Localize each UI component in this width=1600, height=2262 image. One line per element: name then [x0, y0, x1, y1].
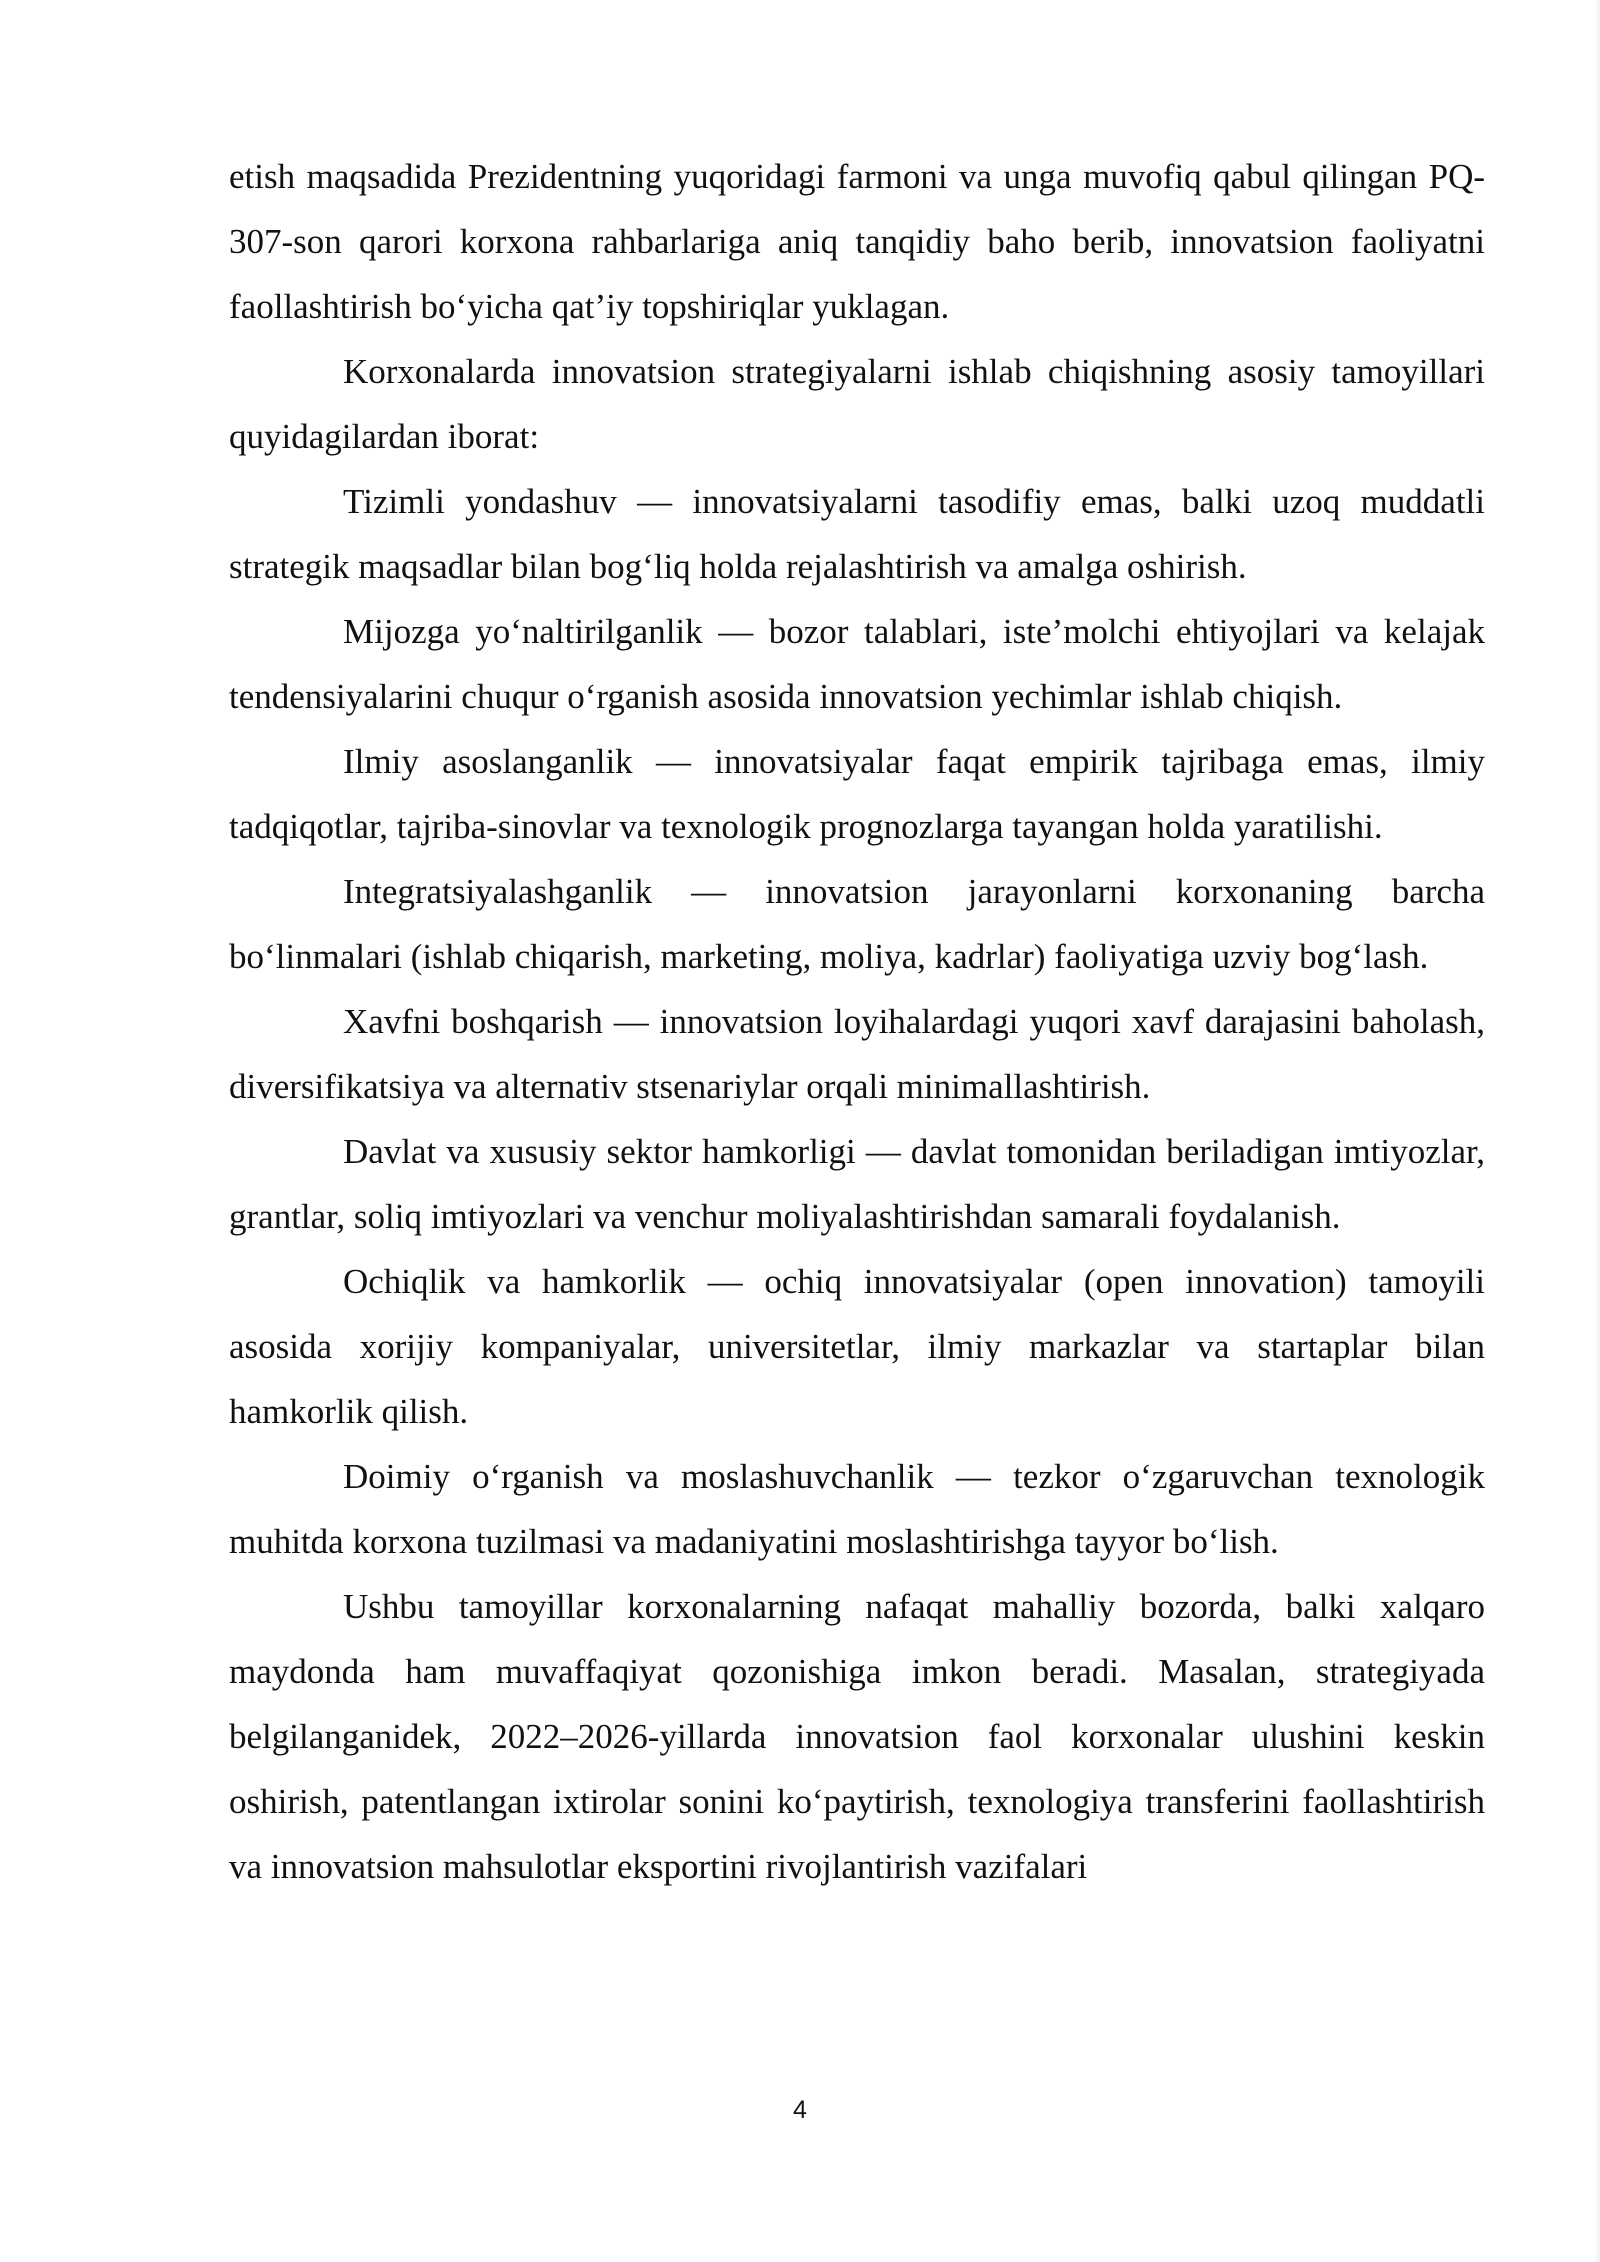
paragraph-public-private-partnership: Davlat va xususiy sektor hamkorligi — davlat tomonidan beriladigan imtiyozlar, grantlar, soliq imtiyozlari va venchur moliyalashtirishdan samarali foydalanish. [229, 1132, 1485, 1236]
paragraph-continuation: etish maqsadida Prezidentning yuqoridagi farmoni va unga muvofiq qabul qilingan PQ-307-son qarori korxona rahbarlariga aniq tanqidiy baho berib, innovatsion faoliyatni faollashtirish bo‘yicha qat’iy topshiriqlar yuklagan. [229, 157, 1485, 326]
paragraph-conclusion: Ushbu tamoyillar korxonalarning nafaqat mahalliy bozorda, balki xalqaro maydonda ham muvaffaqiyat qozonishiga imkon beradi. Masalan, strategiyada belgilanganidek, 2022–2026-yillarda innovatsion faol korxonalar ulushini keskin oshirish, patentlangan ixtirolar sonini ko‘paytirish, texnologiya transferini faollashtirish va innovatsion mahsulotlar eksportini rivojlantirish vazifalari [229, 1587, 1485, 1886]
body-text [229, 144, 1485, 1899]
paragraph-systematic-approach: Tizimli yondashuv — innovatsiyalarni tasodifiy emas, balki uzoq muddatli strategik maqsadlar bilan bog‘liq holda rejalashtirish va amalga oshirish. [229, 482, 1485, 586]
paragraph-customer-orientation: Mijozga yo‘naltirilganlik — bozor talablari, iste’molchi ehtiyojlari va kelajak tendensiyalarini chuqur o‘rganish asosida innovatsion yechimlar ishlab chiqish. [229, 612, 1485, 716]
page-edge-shadow [1594, 0, 1600, 2262]
paragraph-continuous-learning: Doimiy o‘rganish va moslashuvchanlik — tezkor o‘zgaruvchan texnologik muhitda korxona tuzilmasi va madaniyatini moslashtirishga tayyor bo‘lish. [229, 1457, 1485, 1561]
paragraph-principles-intro: Korxonalarda innovatsion strategiyalarni ishlab chiqishning asosiy tamoyillari quyidagilardan iborat: [229, 352, 1485, 456]
paragraph-scientific-basis: Ilmiy asoslanganlik — innovatsiyalar faqat empirik tajribaga emas, ilmiy tadqiqotlar, tajriba-sinovlar va texnologik prognozlarga tayangan holda yaratilishi. [229, 742, 1485, 846]
paragraph-risk-management: Xavfni boshqarish — innovatsion loyihalardagi yuqori xavf darajasini baholash, diversifikatsiya va alternativ stsenariylar orqali minimallashtirish. [229, 1002, 1485, 1106]
paragraph-integration: Integratsiyalashganlik — innovatsion jarayonlarni korxonaning barcha bo‘linmalari (ishlab chiqarish, marketing, moliya, kadrlar) faoliyatiga uzviy bog‘lash. [229, 872, 1485, 976]
page-number: 4 [793, 2096, 807, 2124]
paragraph-openness-cooperation: Ochiqlik va hamkorlik — ochiq innovatsiyalar (open innovation) tamoyili asosida xorijiy kompaniyalar, universitetlar, ilmiy markazlar va startaplar bilan hamkorlik qilish. [229, 1262, 1485, 1431]
